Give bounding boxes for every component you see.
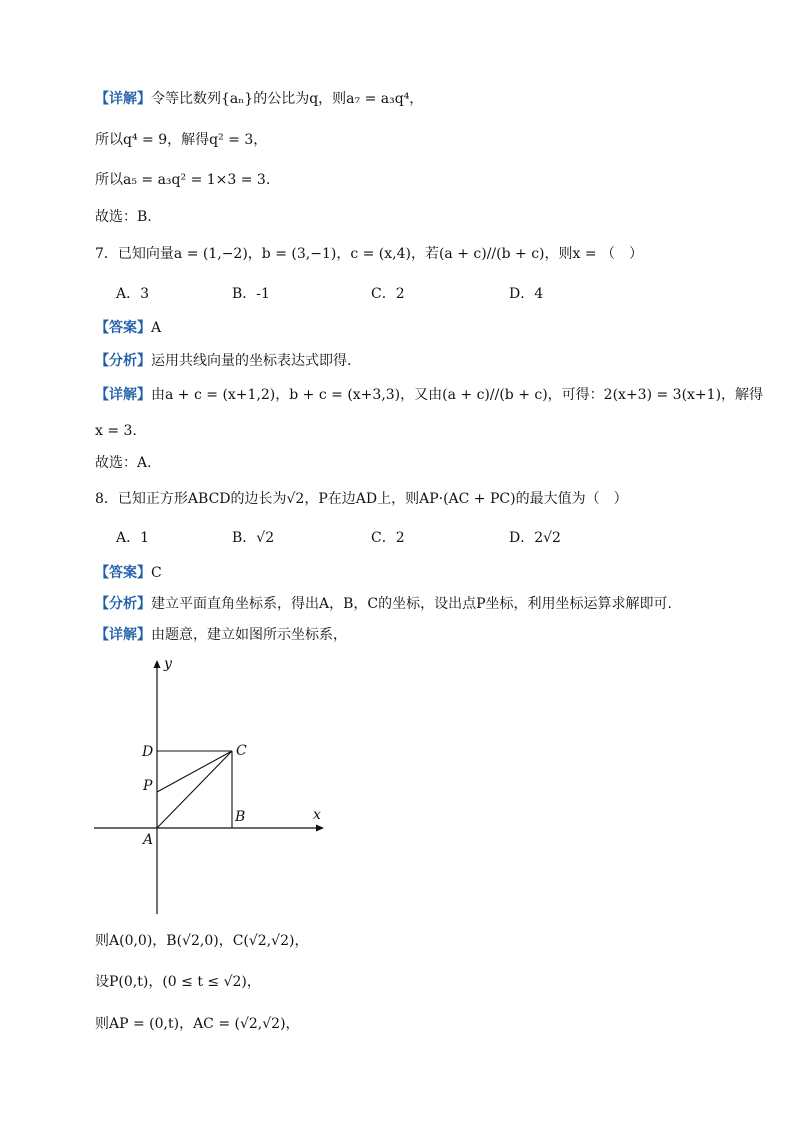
q8-option-b: B．√2 — [232, 530, 275, 546]
analysis-text: 运用共线向量的坐标表达式即得. — [151, 353, 352, 369]
q7-choice: 故选：A. — [95, 455, 152, 471]
q7-detail-cont: x = 3. — [95, 423, 137, 439]
answer-tag: 【答案】 — [95, 565, 151, 581]
coordinate-svg — [90, 652, 340, 917]
point-a-label: A — [143, 832, 154, 848]
analysis-text: 建立平面直角坐标系，得出A，B，C的坐标，设出点P坐标，利用坐标运算求解即可. — [151, 596, 672, 612]
choice-line-6: 故选：B. — [95, 209, 152, 225]
segment-ac — [157, 751, 232, 828]
q8-detail — [95, 625, 347, 645]
q7-analysis — [95, 351, 351, 371]
answer-tag: 【答案】 — [95, 320, 151, 336]
q7-option-c: C．2 — [371, 286, 405, 302]
q7-answer — [95, 318, 161, 338]
q8-option-a: A．1 — [116, 530, 150, 546]
q7-detail — [95, 385, 763, 405]
detail-tag: 【详解】 — [95, 91, 151, 107]
detail-text: 令等比数列{aₙ}的公比为q，则a₇ = a₃q⁴， — [151, 91, 424, 107]
q8-analysis — [95, 594, 672, 614]
point-b-label: B — [235, 809, 246, 825]
x-axis-arrow — [316, 825, 324, 832]
q8-answer — [95, 563, 162, 583]
q7-option-a: A．3 — [116, 286, 150, 302]
x-axis-label: x — [313, 807, 321, 823]
analysis-tag: 【分析】 — [95, 596, 151, 612]
coordinate-figure — [90, 652, 340, 921]
coords-line: 则A(0,0)，B(√2,0)，C(√2,√2)， — [95, 933, 309, 949]
y-axis-label: y — [164, 656, 172, 672]
detail-line-3: 所以a₅ = a₃q² = 1×3 = 3. — [95, 172, 271, 188]
q7-option-b: B．-1 — [232, 286, 270, 302]
q8-option-c: C．2 — [371, 530, 405, 546]
q8-option-d: D．2√2 — [509, 530, 561, 546]
segment-pc — [157, 751, 232, 792]
detail-line-2: 所以q⁴ = 9，解得q² = 3， — [95, 132, 268, 148]
detail-tag: 【详解】 — [95, 387, 151, 403]
q7-option-d: D．4 — [509, 286, 544, 302]
detail-text: 由题意，建立如图所示坐标系， — [151, 627, 347, 643]
question-8: 8．已知正方形ABCD的边长为√2，P在边AD上，则AP·(AC + PC)的最大值为（ ） — [95, 491, 628, 507]
detail-text: 由a + c = (x+1,2)，b + c = (x+3,3)，又由(a + c)//(b + c)，可得：2(x+3) = 3(x+1)，解得 — [151, 387, 764, 403]
detail-tag: 【详解】 — [95, 627, 151, 643]
vectors-line: 则AP = (0,t)，AC = (√2,√2)， — [95, 1016, 300, 1032]
point-p-label: P — [143, 778, 153, 794]
y-axis-arrow — [154, 660, 161, 668]
set-p-line: 设P(0,t)，(0 ≤ t ≤ √2)， — [95, 974, 261, 990]
answer-value: A — [151, 320, 162, 336]
question-7: 7．已知向量a = (1,−2)，b = (3,−1)，c = (x,4)，若(a + c)//(b + c)，则x = （ ） — [95, 246, 644, 262]
point-c-label: C — [236, 743, 247, 759]
answer-value: C — [151, 565, 162, 581]
detail-line-1 — [95, 89, 423, 109]
point-d-label: D — [142, 744, 154, 760]
analysis-tag: 【分析】 — [95, 353, 151, 369]
